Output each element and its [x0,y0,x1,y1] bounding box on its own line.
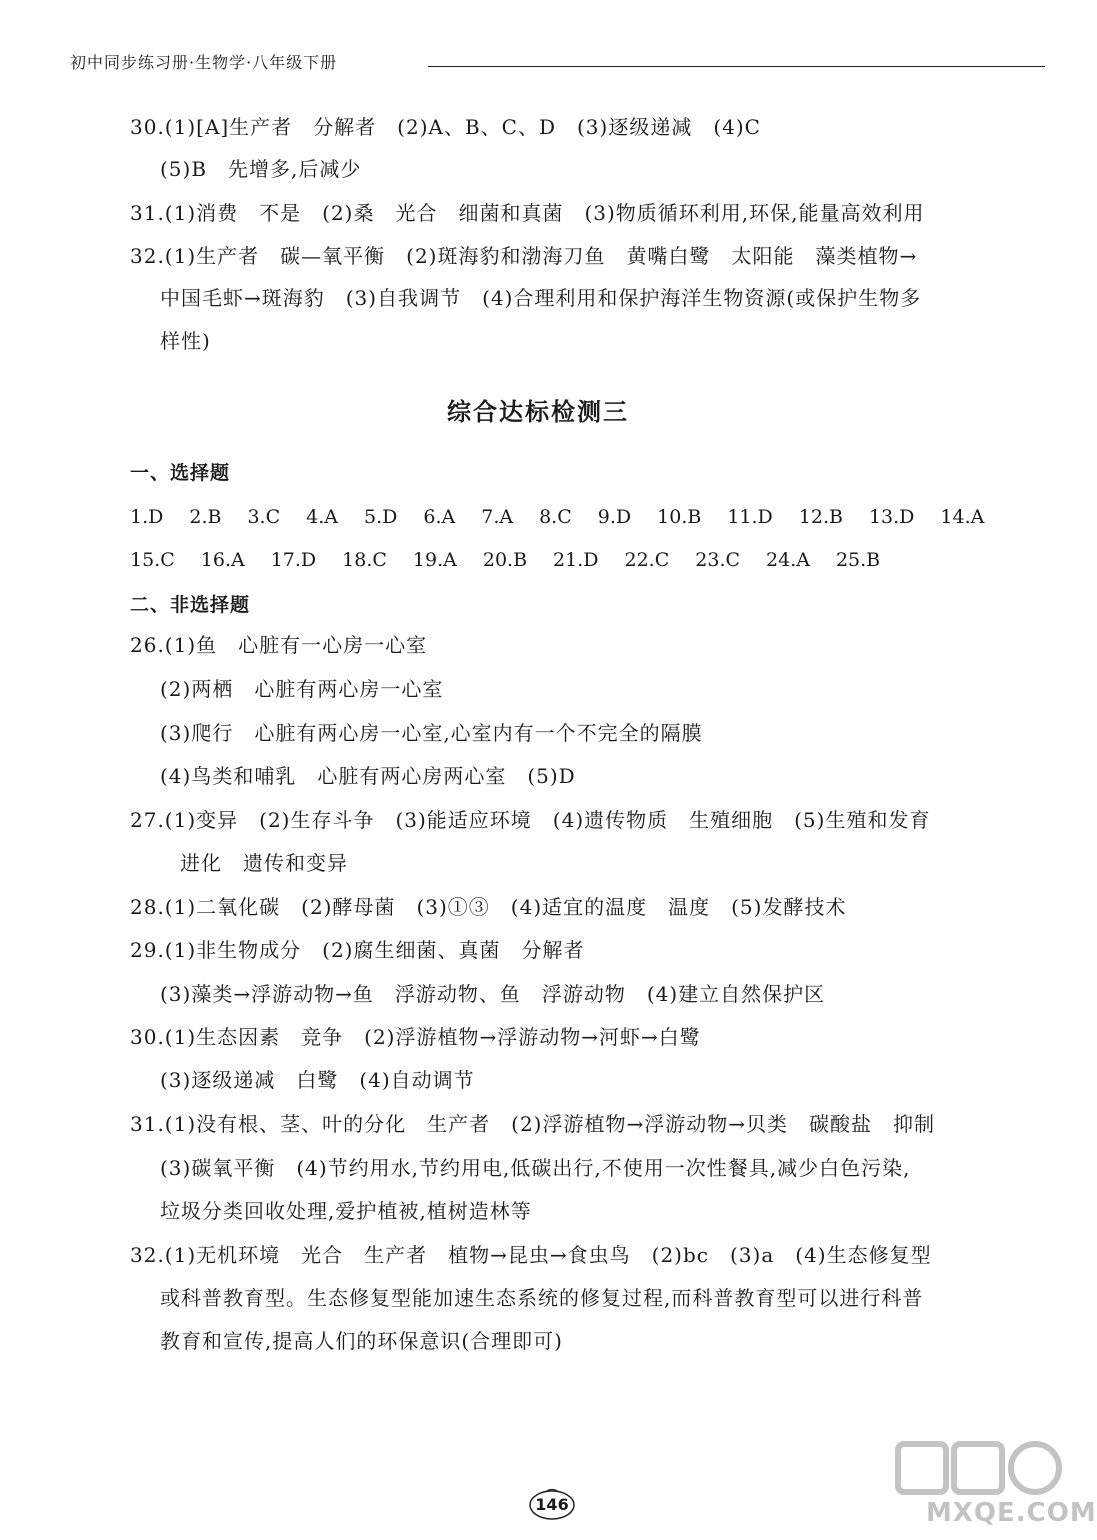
mc-answer: 5.D [364,506,398,528]
answer-line: 26.(1)鱼 心脏有一心房一心室 [130,633,428,657]
mc-answer: 10.B [657,506,702,528]
answer-line: 30.(1)[A]生产者 分解者 (2)A、B、C、D (3)逐级递减 (4)C [130,115,761,139]
mc-answer: 21.D [553,549,599,571]
mc-answer: 9.D [597,506,632,528]
header-title: 初中同步练习册·生物学·八年级下册 [70,53,338,72]
mc-answer: 19.A [412,549,457,571]
answer-line: 或科普教育型。生态修复型能加速生态系统的修复过程,而科普教育型可以进行科普 [160,1286,924,1310]
part1-heading: 一、选择题 [130,462,231,484]
answer-line: 31.(1)消费 不是 (2)桑 光合 细菌和真菌 (3)物质循环利用,环保,能量高效利用 [130,201,925,225]
answer-line: 30.(1)生态因素 竞争 (2)浮游植物→浮游动物→河虾→白鹭 [130,1025,701,1049]
answer-line: (3)爬行 心脏有两心房一心室,心室内有一个不完全的隔膜 [160,721,703,745]
mc-answer: 8.C [539,506,572,528]
answer-line: (3)逐级递减 白鹭 (4)自动调节 [160,1068,475,1092]
part2-heading: 二、非选择题 [130,594,251,616]
answer-line: 32.(1)无机环境 光合 生产者 植物→昆虫→食虫鸟 (2)bc (3)a (4)生态修复型 [130,1243,932,1267]
section-title: 综合达标检测三 [447,398,629,426]
running-header [70,50,1045,80]
answer-line: 垃圾分类回收处理,爱护植被,植树造林等 [160,1199,532,1223]
mc-answer-row-2 [130,547,906,573]
page-number [527,1486,577,1522]
mc-answer: 12.B [798,506,843,528]
answer-line: 中国毛虾→斑海豹 (3)自我调节 (4)合理利用和保护海洋生物资源(或保护生物多 [160,286,922,310]
answer-line: 28.(1)二氧化碳 (2)酵母菌 (3)①③ (4)适宜的温度 温度 (5)发酵技术 [130,895,847,919]
mc-answer: 15.C [130,549,175,571]
mc-answer: 3.C [247,506,281,528]
mc-answer-row-1 [130,504,1010,530]
mc-answer: 17.D [270,549,317,571]
header-rule [428,66,1045,67]
answer-line: 31.(1)没有根、茎、叶的分化 生产者 (2)浮游植物→浮游动物→贝类 碳酸盐 抑制 [130,1112,935,1136]
answer-line: 教育和宣传,提高人们的环保意识(合理即可) [160,1329,563,1353]
mc-answer: 1.D [130,506,164,528]
answer-line: (3)碳氧平衡 (4)节约用水,节约用电,低碳出行,不使用一次性餐具,减少白色污染, [160,1156,911,1180]
mc-answer: 4.A [306,506,338,528]
answer-line: 32.(1)生产者 碳—氧平衡 (2)斑海豹和渤海刀鱼 黄嘴白鹭 太阳能 藻类植物→ [130,244,918,268]
answer-line: (3)藻类→浮游动物→鱼 浮游动物、鱼 浮游动物 (4)建立自然保护区 [160,982,826,1006]
mc-answer: 23.C [695,549,741,571]
mc-answer: 2.B [189,506,222,528]
watermark-text: MXQE.COM [926,1498,1097,1528]
mc-answer: 25.B [835,549,881,571]
answer-line: 29.(1)非生物成分 (2)腐生细菌、真菌 分解者 [130,938,585,962]
answer-line: 27.(1)变异 (2)生存斗争 (3)能适应环境 (4)遗传物质 生殖细胞 (5)生殖和发育 [130,808,931,832]
watermark [890,1440,1097,1536]
page-number-text: 146 [535,1494,569,1514]
mc-answer: 22.C [624,549,670,571]
answer-line: (5)B 先增多,后减少 [160,157,362,181]
answer-line: 样性) [160,329,211,353]
answer-line: 进化 遗传和变异 [180,851,348,875]
mc-answer: 6.A [423,506,456,528]
mc-answer: 18.C [342,549,387,571]
mc-answer: 20.B [482,549,528,571]
mc-answer: 14.A [940,506,985,528]
mc-answer: 7.A [481,506,514,528]
mc-answer: 11.D [727,506,773,528]
answer-line: (2)两栖 心脏有两心房一心室 [160,677,444,701]
mc-answer: 16.A [200,549,245,571]
mc-answer: 13.D [868,506,915,528]
mc-answer: 24.A [766,549,810,571]
answer-line: (4)鸟类和哺乳 心脏有两心房两心室 (5)D [160,764,576,788]
